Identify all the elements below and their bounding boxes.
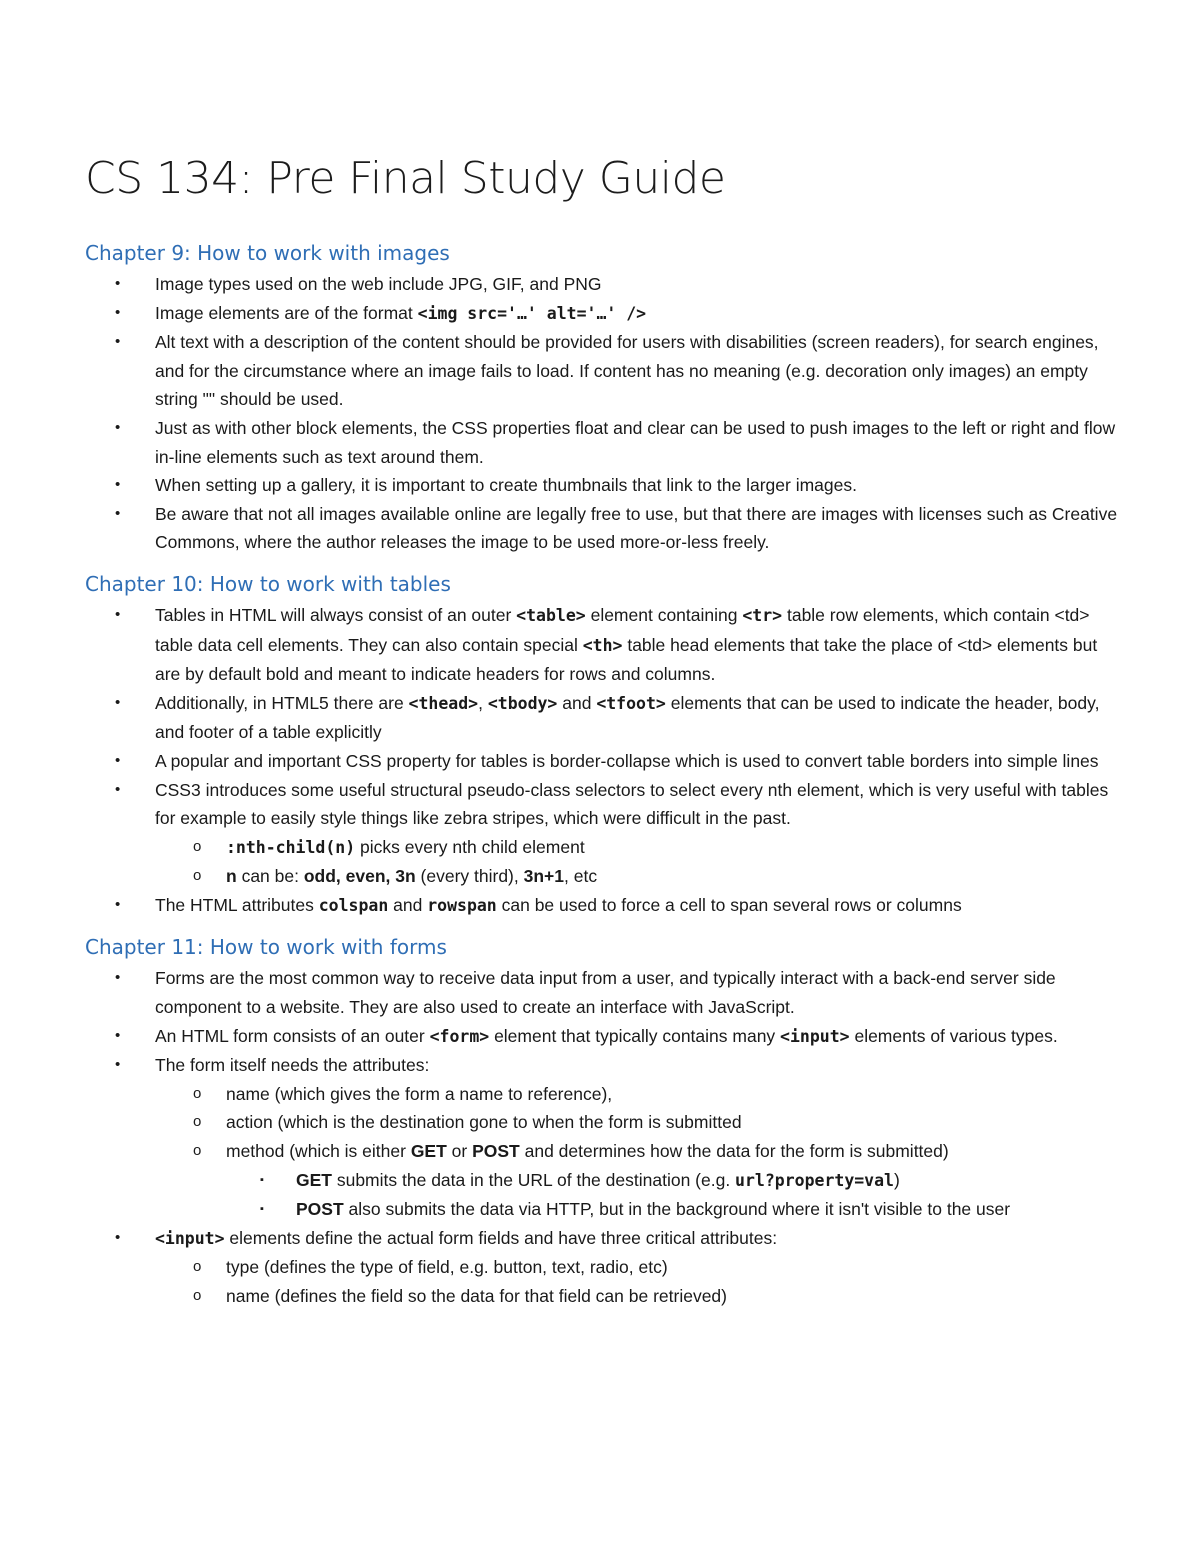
bullet-marker: •	[115, 605, 121, 623]
sub-bullet-marker: o	[193, 867, 202, 885]
text-run: table row elements, which contain <td> table data cell elements. They can also contain special	[155, 604, 1090, 655]
list-item	[85, 891, 1120, 921]
list-item	[85, 1051, 1120, 1224]
bold-text: 3n+1	[523, 866, 564, 887]
text-run: and determines how the data for the form is submitted)	[519, 1141, 949, 1162]
text-run: elements that can be used to indicate the header, body, and footer of a table explicitly	[155, 692, 1100, 743]
chapter-11-section	[85, 932, 1120, 1310]
text-run: , etc	[564, 866, 598, 887]
code-snippet: <thead>	[408, 693, 479, 713]
text-run: submits the data in the URL of the destination (e.g.	[331, 1169, 736, 1190]
text-run: and	[388, 894, 428, 915]
code-snippet: <tbody>	[487, 693, 558, 713]
bold-text: POST	[296, 1199, 344, 1220]
text-run: picks every nth child element	[355, 836, 585, 857]
list-item	[85, 1224, 1120, 1311]
text-run: method (which is either	[226, 1141, 411, 1162]
code-snippet: <form>	[429, 1026, 490, 1046]
text-run: Additionally, in HTML5 there are	[155, 692, 409, 713]
list-item	[85, 299, 1120, 329]
code-snippet: <input>	[155, 1228, 225, 1248]
text-run: can be:	[236, 866, 304, 887]
bullet-marker: •	[115, 418, 121, 436]
list-item	[85, 471, 1120, 500]
code-snippet: <tr>	[742, 605, 783, 625]
text-run: table head elements that take the place of <td> elements but are by default bold and meant to indicate headers for rows and columns.	[155, 634, 1098, 685]
text-run: element containing	[585, 604, 743, 625]
code-snippet: url?property=val	[735, 1170, 894, 1190]
list-item	[85, 689, 1120, 747]
sub-list	[155, 1253, 1120, 1310]
sub-list-item	[155, 862, 1120, 891]
list-item	[85, 601, 1120, 689]
sub-bullet-marker: o	[193, 1084, 202, 1102]
text-run: name (defines the field so the data for that field can be retrieved)	[226, 1286, 727, 1306]
list-item-text: When setting up a gallery, it is important to create thumbnails that link to the larger images.	[155, 475, 857, 496]
sub-sub-list-item	[226, 1195, 1120, 1224]
text-run: and	[557, 692, 597, 713]
list-item	[85, 414, 1120, 471]
code-snippet: <table>	[516, 605, 586, 625]
list-item-text: Be aware that not all images available online are legally free to use, but that there are images with licenses such as Creative Commons, where the author releases the image to be used more-or-less freely.	[155, 503, 1118, 553]
list-item	[85, 270, 1120, 299]
sub-bullet-marker: o	[193, 837, 202, 855]
bold-text: GET	[410, 1141, 447, 1162]
list-item	[85, 964, 1120, 1021]
bullet-marker: •	[115, 1056, 121, 1074]
sub-list	[155, 833, 1120, 891]
chapter-11-list	[85, 964, 1120, 1310]
list-item-text: Image types used on the web include JPG, GIF, and PNG	[155, 274, 602, 294]
list-item	[85, 1022, 1120, 1052]
text-run: (every third),	[415, 866, 524, 887]
text-run: name (which gives the form a name to reference),	[226, 1083, 613, 1104]
list-item-text: Image elements are of the format	[155, 302, 418, 323]
sub-list	[155, 1080, 1120, 1224]
code-snippet: <tfoot>	[596, 693, 666, 713]
bullet-marker: •	[115, 969, 121, 987]
code-snippet: rowspan	[427, 895, 497, 915]
text-run: element that typically contains many	[489, 1025, 781, 1046]
bullet-marker: •	[115, 303, 121, 321]
sub-list-item	[155, 1253, 1120, 1282]
bullet-marker: •	[115, 504, 121, 522]
chapter-9-section	[85, 238, 1120, 557]
code-snippet: :nth-child(n)	[226, 837, 356, 857]
list-item-text: Just as with other block elements, the CSS properties float and clear can be used to push images to the left or right and flow in-line elements such as text around them.	[155, 417, 1116, 467]
chapter-10-heading: Chapter 10: How to work with tables	[85, 571, 451, 596]
sub-list-item	[155, 833, 1120, 863]
chapter-10-list	[85, 601, 1120, 921]
list-item	[85, 747, 1120, 776]
sub-bullet-marker: o	[193, 1287, 202, 1304]
list-item-text: The form itself needs the attributes:	[155, 1055, 430, 1076]
bullet-marker: •	[115, 333, 121, 351]
code-snippet: <th>	[582, 635, 623, 655]
text-run: can be used to force a cell to span several rows or columns	[496, 894, 962, 915]
list-item	[85, 328, 1120, 414]
bold-text: POST	[472, 1141, 520, 1162]
code-snippet: <img src='…' alt='…' />	[417, 303, 647, 323]
sub-sub-list	[226, 1166, 1120, 1224]
text-run: type (defines the type of field, e.g. button, text, radio, etc)	[226, 1257, 668, 1278]
sub-list-item	[155, 1080, 1120, 1109]
sub-sub-list-item	[226, 1166, 1120, 1196]
bold-text: GET	[296, 1169, 332, 1190]
sub-bullet-marker: o	[193, 1142, 202, 1160]
text-run: An HTML form consists of an outer	[155, 1025, 430, 1046]
sub-list-item	[155, 1282, 1120, 1311]
text-run: )	[894, 1169, 900, 1190]
bullet-marker: •	[115, 1026, 121, 1044]
text-run: The HTML attributes	[155, 894, 319, 915]
list-item	[85, 500, 1120, 557]
sub-list-item	[155, 1137, 1120, 1224]
bullet-marker: •	[115, 476, 121, 494]
bullet-marker: •	[115, 275, 121, 292]
square-bullet-marker: ▪	[260, 1203, 264, 1216]
bullet-marker: •	[115, 751, 121, 769]
square-bullet-marker: ▪	[260, 1173, 264, 1186]
code-snippet: <input>	[780, 1026, 850, 1046]
text-run: or	[446, 1141, 473, 1162]
bullet-marker: •	[115, 895, 121, 913]
text-run: Tables in HTML will always consist of an outer	[155, 604, 517, 625]
bullet-marker: •	[115, 1228, 121, 1246]
chapter-10-section	[85, 569, 1120, 921]
text-run: elements define the actual form fields and have three critical attributes:	[224, 1227, 778, 1248]
list-item-text: A popular and important CSS property for tables is border-collapse which is used to convert table borders into simple lines	[155, 750, 1099, 771]
text-run: also submits the data via HTTP, but in the background where it isn't visible to the user	[343, 1199, 1011, 1220]
list-item-text: CSS3 introduces some useful structural pseudo-class selectors to select every nth element, which is very useful with tables for example to easily style things like zebra stripes, which were difficult in the past.	[155, 779, 1109, 829]
bullet-marker: •	[115, 780, 121, 798]
bold-text: n	[226, 866, 237, 887]
list-item-text: Forms are the most common way to receive data input from a user, and typically interact with a back-end server side component to a website. They are also used to create an interface with JavaScript.	[155, 968, 1056, 1018]
page-title: CS 134: Pre Final Study Guide	[85, 153, 726, 204]
bold-text: odd, even, 3n	[303, 866, 416, 887]
sub-bullet-marker: o	[193, 1113, 202, 1131]
chapter-11-heading: Chapter 11: How to work with forms	[85, 935, 447, 960]
code-snippet: colspan	[318, 895, 389, 915]
text-run: action (which is the destination gone to when the form is submitted	[226, 1112, 742, 1133]
text-run: elements of various types.	[849, 1025, 1058, 1046]
bullet-marker: •	[115, 693, 121, 711]
list-item-text: Alt text with a description of the content should be provided for users with disabilities (screen readers), for search engines, and for the circumstance where an image fails to load. If content has no meaning (e.g. decoration only images) an empty string "" should be used.	[155, 332, 1099, 410]
chapter-9-list	[85, 270, 1120, 557]
list-item	[85, 776, 1120, 891]
sub-bullet-marker: o	[193, 1258, 202, 1276]
chapter-9-heading: Chapter 9: How to work with images	[85, 241, 450, 265]
text-run: ,	[478, 692, 488, 713]
sub-list-item	[155, 1108, 1120, 1137]
